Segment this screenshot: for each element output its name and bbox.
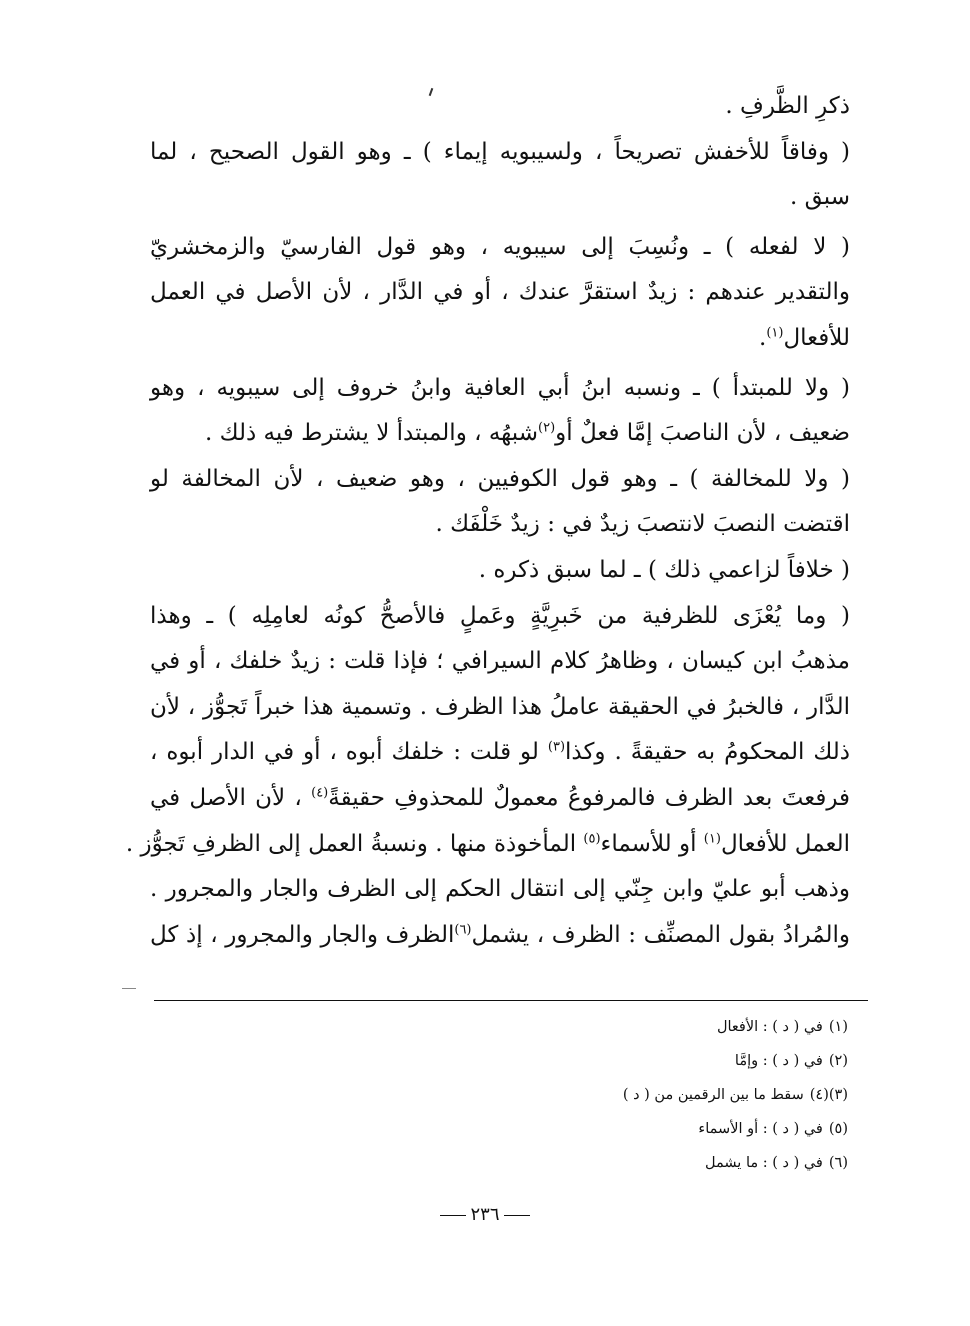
line-text: اقتضت النصبَ لانتصبَ زيدٌ في : زيدٌ خَلْفَك . (435, 511, 850, 538)
line-text: المأخوذة منها . ونسبةُ العمل إلى الظرفِ تَجوُّز . (125, 830, 584, 857)
footnote-item (150, 1112, 848, 1146)
page-number-dash (504, 1215, 530, 1216)
page-body (125, 84, 851, 958)
line-text: مذهبُ ابن كيسان ، وظاهرُ كلام السيرافي ؛ فإذا قلت : زيدٌ خلفك ، أو في (150, 648, 850, 675)
line-text: ضعيف ، لأن الناصبَ إمَّا فعلٌ أو (555, 420, 850, 447)
footnote-text: سقط ما بين الرقمين من ( د ) (622, 1087, 804, 1103)
text-line (150, 594, 850, 640)
footnote-item (150, 1146, 848, 1180)
footnote-number: (٣)(٤) (809, 1087, 848, 1103)
text-line (125, 822, 850, 868)
line-text: الظرف والجار والمجرور ، إذ كل (150, 921, 455, 948)
footnote-number: (٥) (828, 1121, 848, 1137)
page-number-dash (440, 1215, 466, 1216)
margin-mark (122, 988, 136, 989)
line-text: لو قلت : خلفك أبوه ، أو في الدار أبوه ، (150, 739, 548, 766)
text-line (150, 84, 850, 130)
text-line (150, 776, 850, 822)
footnote-ref: (٦) (454, 922, 472, 938)
line-text: والتقدير عندهم : زيدٌ استقرَّ عندك ، أو في الدَّار ، لأن الأصل في العمل (150, 279, 850, 306)
text-line (150, 270, 850, 316)
footnote-text: في ( د ) : وإمَّا (734, 1053, 823, 1069)
text-line (150, 548, 850, 594)
page-number (0, 1204, 970, 1225)
text-line: للأفعال$^{(١)}$. (759, 324, 850, 351)
main-text (125, 84, 851, 958)
line-text: فرفعتَ بعد الظرف فالمرفوعُ معمولٌ للمحذوفِ حقيقةً (328, 784, 851, 811)
page-number-text: ٢٣٦ (470, 1204, 500, 1225)
line-text: ذكرِ الظَّرفِ . (725, 93, 850, 119)
footnote-text: في ( د ) : أو الأسماء (698, 1121, 823, 1137)
footnote-ref: (٥) (583, 830, 601, 846)
text-line (150, 867, 850, 913)
text-line (150, 913, 850, 959)
footnote-item (150, 1010, 848, 1044)
footnote-item (150, 1078, 848, 1112)
line-text: ( خلافاً لزاعمي ذلك ) ـ لما سبق ذكره . (478, 556, 850, 583)
footnote-number: (٦) (828, 1155, 848, 1171)
line-text: للأفعال (783, 324, 850, 351)
footnote-item (150, 1044, 848, 1078)
line-text: وذهب أبو عليّ وابن جِنّي إلى انتقال الحكم إلى الظرف والجار والمجرور . (150, 876, 850, 903)
text-line (150, 411, 850, 457)
footnotes (150, 1010, 848, 1180)
footnote-ref: (١) (703, 830, 721, 846)
line-text: شبهُه ، والمبتدأ لا يشترط فيه ذلك . (204, 420, 538, 447)
line-text: ، لأن الأصل في (150, 784, 312, 811)
line-text: ( لا لفعله ) ـ ونُسِبَ إلى سيبويه ، وهو قول الفارسيّ والزمخشريّ (150, 233, 850, 260)
line-text: ( وما يُعْزَى للظرفية من خَبرِيَّةٍ وعَملٍ فالأصحُّ كونُه لعامِلِه ) ـ وهذا (150, 602, 850, 629)
line-text: ذلك المحكومُ به حقيقةً . وكذا (565, 739, 850, 766)
text-line (150, 639, 850, 685)
line-text: ( ولا للمبتدأ ) ـ ونسبه ابنُ أبي العافية وابنُ خروف إلى سيبويه ، وهو (150, 374, 850, 401)
footnote-ref: (١) (766, 325, 784, 341)
line-text: الدَّار ، فالخبرُ في الحقيقة عاملُ هذا الظرف . وتسمية هذا خبراً تَجوُّز ، لأن (150, 693, 850, 720)
text-line (150, 730, 850, 776)
line-text: ( وفاقاً للأخفش تصريحاً ، ولسيبويه إيماء ) ـ وهو القول الصحيح ، لما (150, 138, 850, 165)
text-line (150, 175, 850, 221)
line-text: والمُرادُ بقول المصنِّف : الظرف ، يشمل (471, 921, 850, 948)
text-line (150, 225, 850, 271)
line-text: ( ولا للمخالفة ) ـ وهو قول الكوفيين ، وهو ضعيف ، لأن المخالفة لو (150, 465, 850, 492)
line-text: العمل للأفعال (720, 830, 850, 857)
footnote-ref: (٣) (547, 739, 566, 755)
text-line (150, 685, 850, 731)
text-line (150, 457, 850, 503)
line-text: أو للأسماء (600, 830, 704, 857)
line-text: سبق . (789, 184, 850, 211)
text-line (150, 366, 850, 412)
footnote-text: في ( د ) : الأفعال (716, 1019, 823, 1035)
text-line (150, 130, 850, 176)
footnote-number: (٢) (828, 1053, 848, 1069)
footnote-ref: (٢) (538, 420, 556, 436)
footnote-number: (١) (828, 1019, 848, 1035)
footnote-separator (154, 1000, 868, 1001)
footnote-text: في ( د ) : ما يشمل (705, 1155, 823, 1171)
footnote-ref: (٤) (311, 785, 329, 801)
text-line (150, 502, 850, 548)
